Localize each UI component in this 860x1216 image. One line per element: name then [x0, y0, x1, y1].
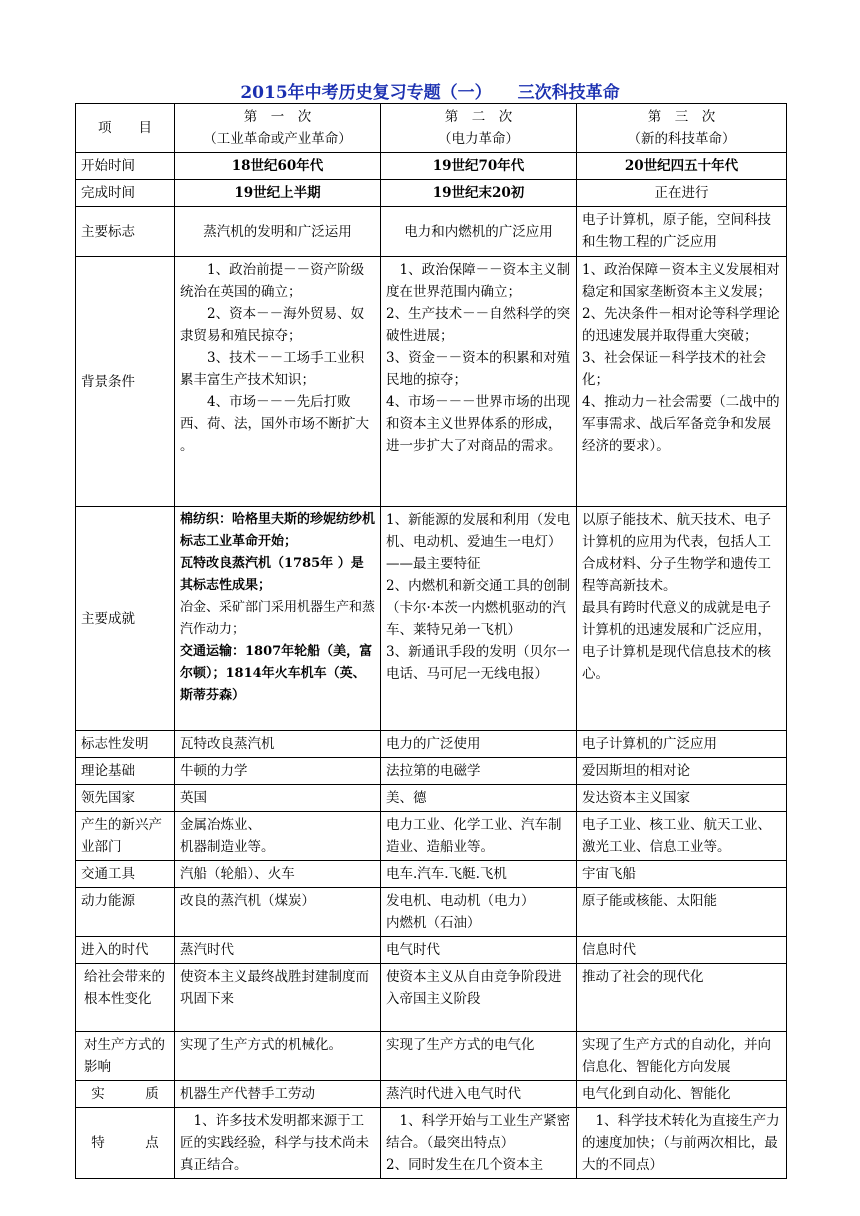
header-first: 第 一 次 （工业革命或产业革命）: [175, 104, 381, 153]
cell: 电气化到自动化、智能化: [577, 1081, 787, 1108]
row-label: 标志性发明: [76, 731, 175, 758]
row-label: 开始时间: [76, 153, 175, 180]
cell: 蒸汽时代: [175, 937, 381, 964]
row-label: 主要标志: [76, 207, 175, 257]
table-row: [76, 207, 787, 257]
cell: 以原子能技术、航天技术、电子计算机的应用为代表，包括人工合成材料、分子生物学和遗传工程等高新技术。 最具有跨时代意义的成就是电子计算机的迅速发展和广泛应用，电子计算机是现代信息技术的核心。: [577, 507, 787, 731]
cell: 实现了生产方式的自动化，并向信息化、智能化方向发展: [577, 1032, 787, 1081]
table-row: [76, 888, 787, 937]
cell: 1、新能源的发展和利用（发电机、电动机、爱迪生一电灯）——最主要特征 2、内燃机和新交通工具的创制（卡尔·本茨一内燃机驱动的汽车、莱特兄弟一飞机） 3、新通讯手段的发明（贝尔一电话、马可尼一无线电报）: [381, 507, 577, 731]
cell: 原子能或核能、太阳能: [577, 888, 787, 937]
row-label: 进入的时代: [76, 937, 175, 964]
cell: 瓦特改良蒸汽机: [175, 731, 381, 758]
cell: 英国: [175, 785, 381, 812]
cell: 发达资本主义国家: [577, 785, 787, 812]
row-label: 实 质: [76, 1081, 175, 1108]
table-row: [76, 1081, 787, 1108]
table-row: [76, 1032, 787, 1081]
revolution-table: [75, 103, 787, 1179]
table-row: [76, 1108, 787, 1179]
cell: 实现了生产方式的电气化: [381, 1032, 577, 1081]
row-label: 主要成就: [76, 507, 175, 731]
cell: 改良的蒸汽机（煤炭）: [175, 888, 381, 937]
row-label: 领先国家: [76, 785, 175, 812]
cell: 实现了生产方式的机械化。: [175, 1032, 381, 1081]
cell: 18世纪60年代: [175, 153, 381, 180]
header-second: 第 二 次 （电力革命）: [381, 104, 577, 153]
page-title: [0, 78, 860, 103]
cell: 19世纪上半期: [175, 180, 381, 207]
table-row: [76, 937, 787, 964]
table-row: [76, 758, 787, 785]
row-label: 特 点: [76, 1108, 175, 1179]
cell: 1、政治前提－－资产阶级统治在英国的确立； 2、资本－－海外贸易、奴隶贸易和殖民掠夺； 3、技术－－工场手工业积累丰富生产技术知识； 4、市场－－－先后打败西、荷、法，国外市场不断扩大 。: [175, 257, 381, 507]
cell: 使资本主义最终战胜封建制度而巩固下来: [175, 964, 381, 1032]
cell: 电力的广泛使用: [381, 731, 577, 758]
cell: 电气时代: [381, 937, 577, 964]
cell: 美、德: [381, 785, 577, 812]
cell: 20世纪四五十年代: [577, 153, 787, 180]
row-label: 给社会带来的根本性变化: [76, 964, 175, 1032]
header-third: 第 三 次 （新的科技革命）: [577, 104, 787, 153]
cell: 蒸汽机的发明和广泛运用: [175, 207, 381, 257]
cell: 正在进行: [577, 180, 787, 207]
cell: 1、政治保障－－资本主义制度在世界范围内确立； 2、生产技术－－自然科学的突破性进展； 3、资金－－资本的积累和对殖民地的掠夺； 4、市场－－－世界市场的出现和资本主义世界体系的形成，进一步扩大了对商品的需求。: [381, 257, 577, 507]
cell: 爱因斯坦的相对论: [577, 758, 787, 785]
cell: 电子工业、核工业、航天工业、激光工业、信息工业等。: [577, 812, 787, 861]
row-label: 动力能源: [76, 888, 175, 937]
table-row: [76, 507, 787, 731]
row-label: 交通工具: [76, 861, 175, 888]
cell: 1、科学技术转化为直接生产力的速度加快；（与前两次相比，最大的不同点）: [577, 1108, 787, 1179]
row-label: 背景条件: [76, 257, 175, 507]
table-row: [76, 785, 787, 812]
table-row: [76, 861, 787, 888]
cell: 电力和内燃机的广泛应用: [381, 207, 577, 257]
cell: 推动了社会的现代化: [577, 964, 787, 1032]
table-row: [76, 153, 787, 180]
cell: 信息时代: [577, 937, 787, 964]
table-row: [76, 257, 787, 507]
cell: 19世纪70年代: [381, 153, 577, 180]
cell: 法拉第的电磁学: [381, 758, 577, 785]
cell: 使资本主义从自由竞争阶段进入帝国主义阶段: [381, 964, 577, 1032]
row-label: 对生产方式的影响: [76, 1032, 175, 1081]
cell: 发电机、电动机（电力） 内燃机（石油）: [381, 888, 577, 937]
cell: 电子计算机，原子能，空间科技和生物工程的广泛应用: [577, 207, 787, 257]
table-row: [76, 812, 787, 861]
table-row: [76, 180, 787, 207]
cell: 棉纺织：哈格里夫斯的珍妮纺纱机标志工业革命开始； 瓦特改良蒸汽机（1785年 ）是其标志性成果； 冶金、采矿部门采用机器生产和蒸汽作动力； 交通运输：1807年轮船（美，富尔顿）；1814年火车机车（英、斯蒂芬森）: [175, 507, 381, 731]
cell: 蒸汽时代进入电气时代: [381, 1081, 577, 1108]
cell: 牛顿的力学: [175, 758, 381, 785]
cell: 1、政治保障－资本主义发展相对稳定和国家垄断资本主义发展； 2、先决条件－相对论等科学理论的迅速发展并取得重大突破； 3、社会保证－科学技术的社会化； 4、推动力－社会需要（二战中的军事需求、战后军备竞争和发展经济的要求）。: [577, 257, 787, 507]
cell: 电车.汽车.飞艇.飞机: [381, 861, 577, 888]
cell: 机器生产代替手工劳动: [175, 1081, 381, 1108]
table-row: [76, 104, 787, 153]
cell: 宇宙飞船: [577, 861, 787, 888]
row-label: 产生的新兴产业部门: [76, 812, 175, 861]
row-label: 完成时间: [76, 180, 175, 207]
cell: 19世纪末20初: [381, 180, 577, 207]
cell: 金属冶炼业、 机器制造业等。: [175, 812, 381, 861]
title-main: 2015年中考历史复习专题（一）: [240, 83, 492, 103]
cell: 1、科学开始与工业生产紧密结合。（最突出特点） 2、同时发生在几个资本主: [381, 1108, 577, 1179]
cell: 电力工业、化学工业、汽车制造业、造船业等。: [381, 812, 577, 861]
row-label: 理论基础: [76, 758, 175, 785]
table-row: [76, 731, 787, 758]
header-item: 项 目: [76, 104, 175, 153]
cell: 电子计算机的广泛应用: [577, 731, 787, 758]
cell: 1、许多技术发明都来源于工匠的实践经验，科学与技术尚未真正结合。: [175, 1108, 381, 1179]
table-row: [76, 964, 787, 1032]
cell: 汽船（轮船）、火车: [175, 861, 381, 888]
title-sub: 三次科技革命: [517, 83, 620, 103]
